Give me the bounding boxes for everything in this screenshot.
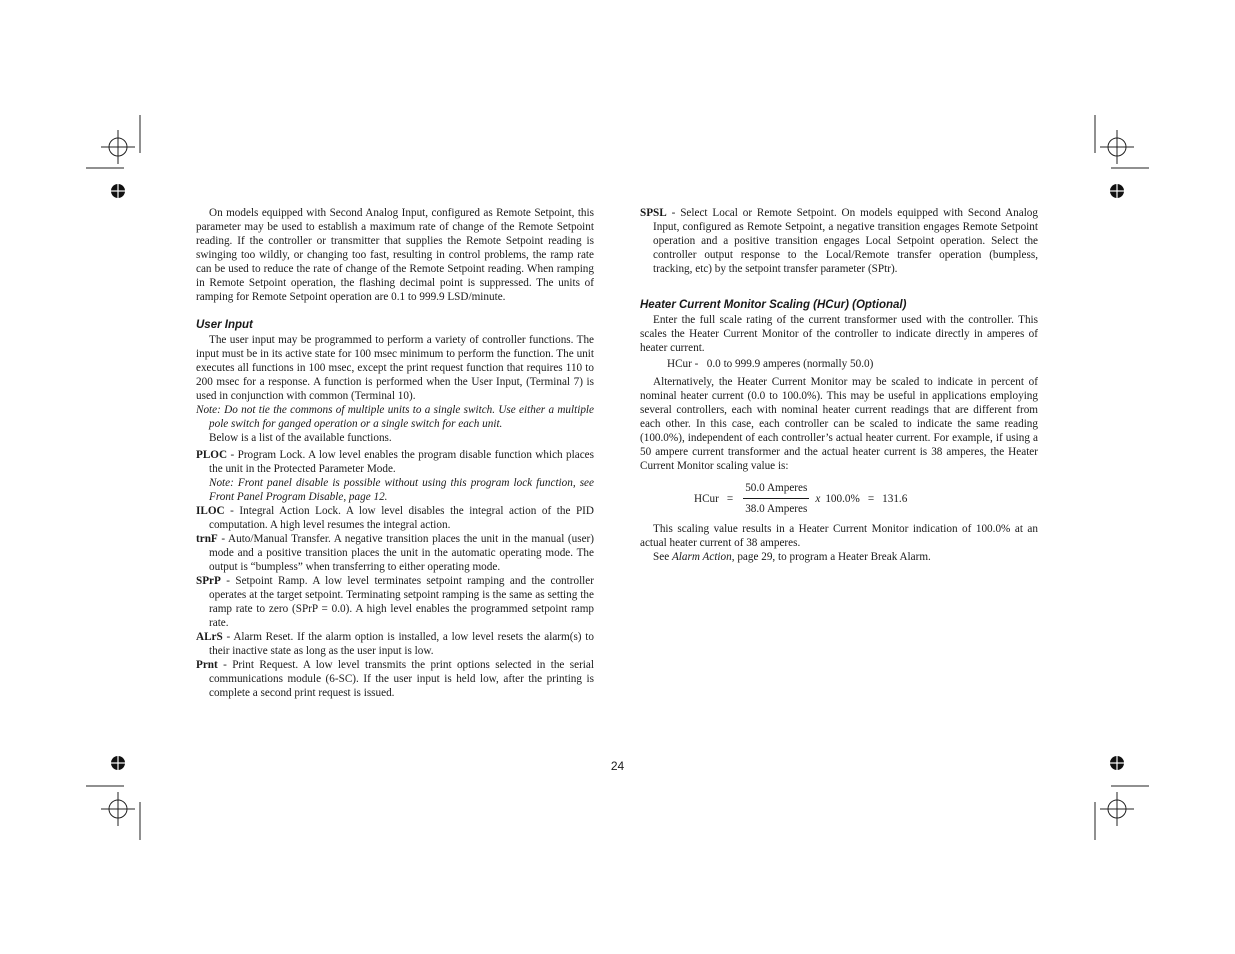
formula-numerator: 50.0 Amperes: [743, 481, 809, 499]
function-term: SPrP: [196, 575, 221, 587]
function-term: SPSL: [640, 207, 667, 219]
see-prefix: See: [653, 551, 672, 563]
formula-equals: =: [726, 492, 734, 505]
registration-dot-top-right: [1109, 183, 1125, 199]
crop-line-bottom-left-vertical: [139, 802, 141, 840]
function-description: - Alarm Reset. If the alarm option is installed, a low level resets the alarm(s) to their inactive state as long as the user input is low.: [209, 631, 594, 657]
see-suffix: , page 29, to program a Heater Break Alarm.: [731, 551, 931, 563]
function-term: Prnt: [196, 659, 218, 671]
formula-times: x: [815, 492, 821, 505]
crop-line-top-left-vertical: [139, 115, 141, 153]
alarm-action-reference: Alarm Action: [671, 551, 732, 563]
formula-factor: 100.0%: [825, 492, 860, 505]
hcur-range-value: 0.0 to 999.9 amperes (normally 50.0): [706, 358, 874, 370]
functions-list-intro: Below is a list of the available functions.: [209, 432, 392, 444]
page-number: 24: [610, 759, 625, 773]
function-item-iloc: [196, 504, 594, 532]
function-description: - Setpoint Ramp. A low level terminates setpoint ramping and the controller operates at the target setpoint. Terminating setpoint ramping is the same as setting the ramp rate to zero (SPrP = 0.0). A high level enables the programmed setpoint ramp rate.: [209, 575, 594, 629]
function-term: ILOC: [196, 505, 225, 517]
function-list: [196, 448, 594, 700]
left-column: [196, 206, 594, 700]
user-input-note: Note: Do not tie the commons of multiple units to a single switch. Use either a multiple pole switch for ganged operation or a single switch for each unit.: [196, 404, 594, 430]
formula-equals: =: [867, 492, 875, 505]
crop-line-top-left-horizontal: [86, 167, 124, 169]
formula-denominator: 38.0 Amperes: [745, 503, 808, 515]
function-item-ploc-note: Note: Front panel disable is possible without using this program lock function, see Front Panel Program Disable, page 12.: [209, 477, 594, 503]
hcur-range-line: [640, 357, 1038, 371]
registration-dot-top-left: [110, 183, 126, 199]
heater-current-heading: Heater Current Monitor Scaling (HCur) (Optional): [640, 299, 907, 311]
crop-line-top-right-horizontal: [1111, 167, 1149, 169]
heater-current-paragraph: Enter the full scale rating of the current transformer used with the controller. This scales the Heater Current Monitor of the controller to indicate directly in amperes of heater current.: [640, 314, 1038, 354]
formula-result: 131.6: [882, 492, 908, 505]
function-description: - Auto/Manual Transfer. A negative transition places the unit in the manual (user) mode and a positive transition places the unit in the automatic operating mode. The output is “bumpless” when transferring to either operating mode.: [209, 533, 594, 573]
function-item-prnt: [196, 658, 594, 700]
alternative-scaling-paragraph: Alternatively, the Heater Current Monitor may be scaled to indicate in percent of nominal heater current (0.0 to 100.0%). This may be useful in applications employing several controllers, each with nominal heater current readings that are different from each other. In this case, each controller can be scaled to indicate the same reading (100.0%), independent of each controller’s actual heater current. For example, if using a 50 ampere current transformer and the actual heater current is 38 amperes, the Heater Current Monitor scaling value is:: [640, 376, 1038, 472]
scaling-formula: [694, 481, 1038, 516]
function-term: ALrS: [196, 631, 223, 643]
user-input-paragraph: The user input may be programmed to perform a variety of controller functions. The input must be in its active state for 100 msec minimum to perform the function. The unit executes all functions in 100 msec, except the print request function that requires 110 to 200 msec for a response. A function is performed when the User Input, (Terminal 7) is used in conjunction with common (Terminal 10).: [196, 334, 594, 402]
formula-fraction: [743, 481, 809, 516]
user-input-heading: User Input: [196, 319, 253, 331]
right-column: [640, 206, 1038, 564]
crop-line-top-right-vertical: [1094, 115, 1096, 153]
function-description: - Select Local or Remote Setpoint. On models equipped with Second Analog Input, configured as Remote Setpoint, a negative transition engages Remote Setpoint operation and a positive transition engages Local Setpoint operation. Select the controller output response to the Local/Remote transfer operation (bumpless, tracking, etc) by the setpoint transfer parameter (SPtr).: [653, 207, 1038, 275]
hcur-range-label: HCur -: [667, 358, 699, 370]
function-item-spsl: [640, 206, 1038, 276]
formula-lhs: HCur: [694, 492, 719, 505]
crosshair-mark-top-left: [101, 130, 135, 164]
crosshair-mark-bottom-left: [101, 792, 135, 826]
remote-setpoint-ramp-paragraph: On models equipped with Second Analog Input, configured as Remote Setpoint, this parameter may be used to establish a maximum rate of change of the Remote Setpoint reading. If the controller or transmitter that supplies the Remote Setpoint reading is swinging too wildly, or changing too fast, resulting in control problems, the ramp rate can be used to reduce the rate of change of the Remote Setpoint reading. When ramping in Remote Setpoint operation, the flashing decimal point is suppressed. The units of ramping for Remote Setpoint operation are 0.1 to 999.9 LSD/minute.: [196, 207, 594, 303]
function-description: - Integral Action Lock. A low level disables the integral action of the PID computation. A high level resumes the integral action.: [209, 505, 594, 531]
function-item-alrs: [196, 630, 594, 658]
crop-line-bottom-right-vertical: [1094, 802, 1096, 840]
crosshair-mark-top-right: [1100, 130, 1134, 164]
function-item-sprp: [196, 574, 594, 630]
function-term: trnF: [196, 533, 218, 545]
function-description: - Program Lock. A low level enables the program disable function which places the unit in the Protected Parameter Mode.: [209, 449, 594, 475]
see-alarm-action-reference: [640, 550, 1038, 564]
crosshair-mark-bottom-right: [1100, 792, 1134, 826]
crop-line-bottom-left-horizontal: [86, 785, 124, 787]
function-item-ploc: [196, 448, 594, 476]
function-item-trnf: [196, 532, 594, 574]
function-term: PLOC: [196, 449, 228, 461]
scaling-result-paragraph: This scaling value results in a Heater Current Monitor indication of 100.0% at an actual heater current of 38 amperes.: [640, 523, 1038, 549]
crop-line-bottom-right-horizontal: [1111, 785, 1149, 787]
function-description: - Print Request. A low level transmits the print options selected in the serial communications module (6-SC). If the user input is held low, after the printing is complete a second print request is issued.: [209, 659, 594, 699]
